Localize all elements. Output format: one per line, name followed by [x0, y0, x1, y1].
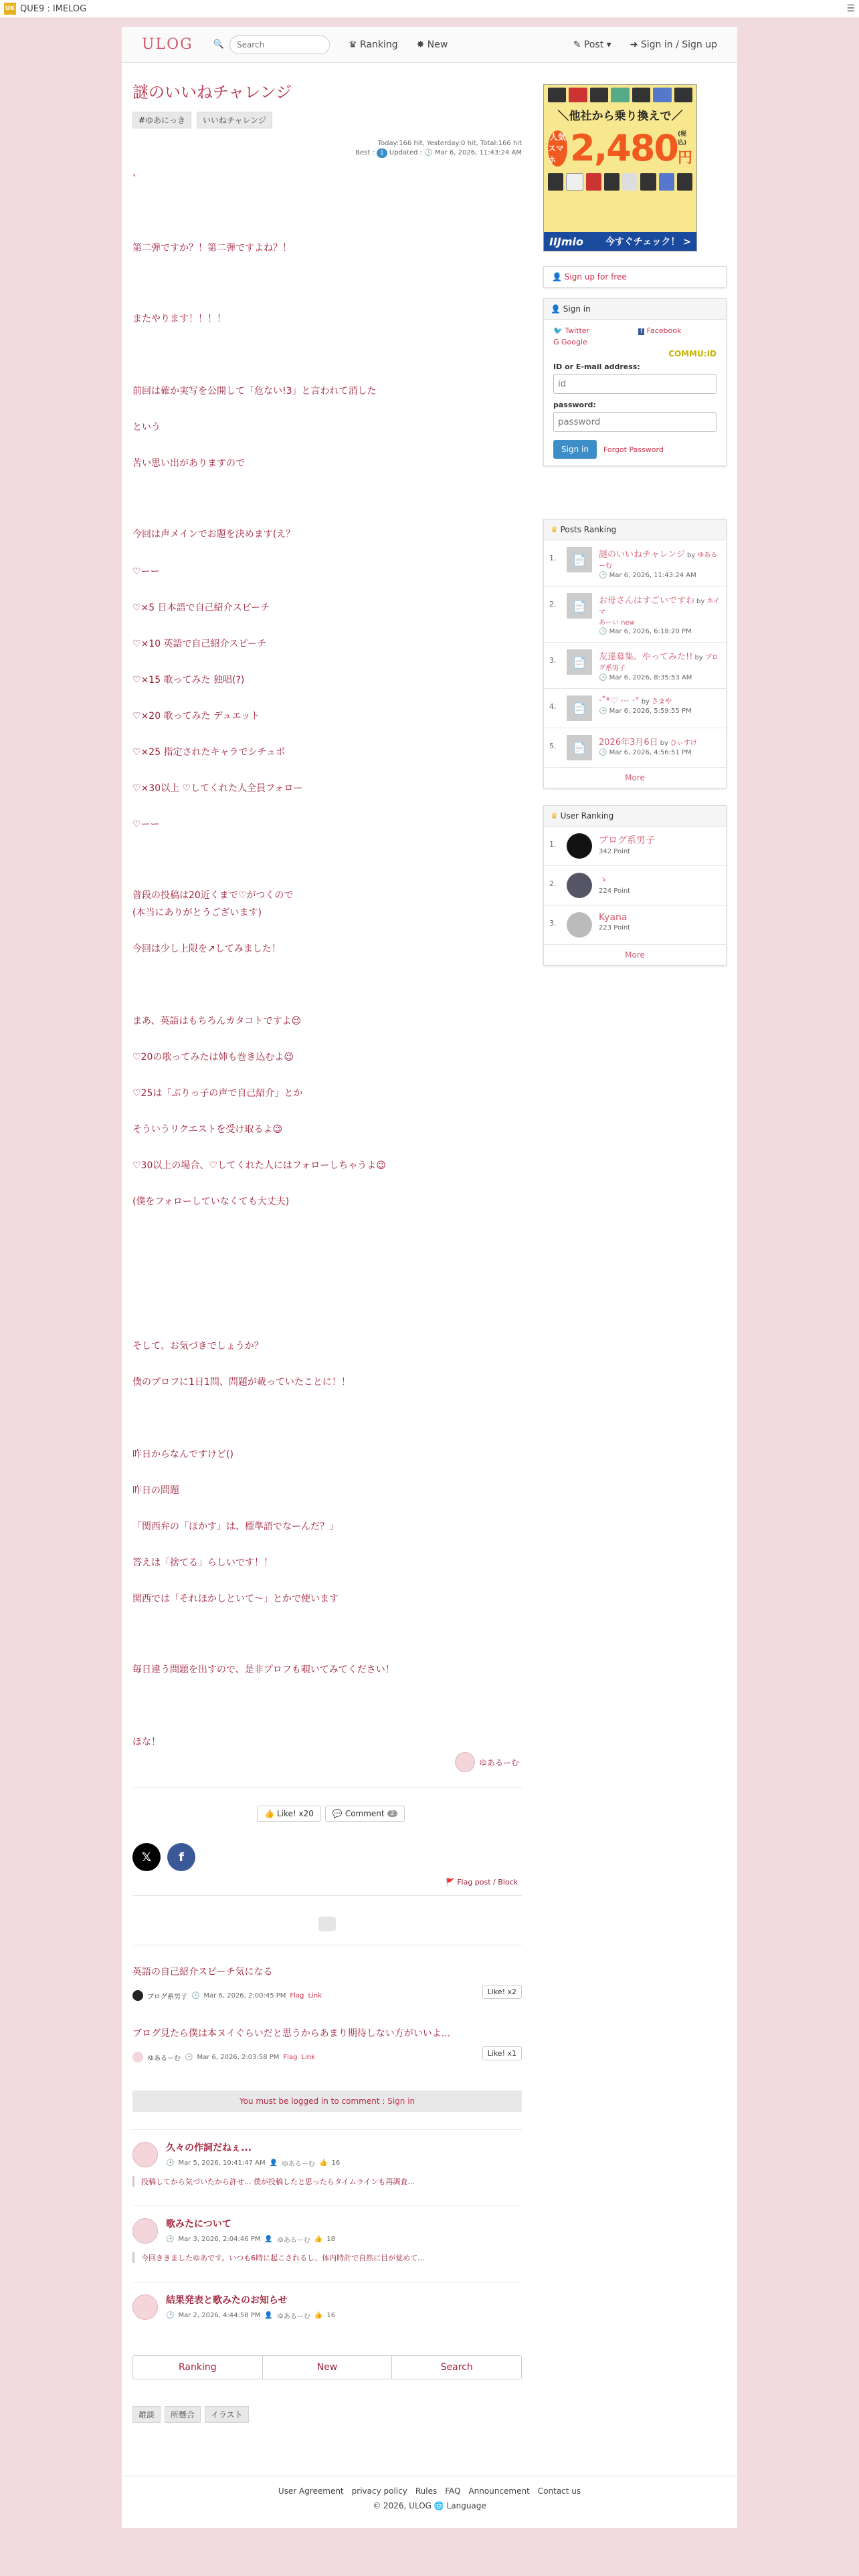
body-paragraph: 毎日違う問題を出すので、是非プロフも覗いてみてください！ [132, 1665, 395, 1675]
password-label: password: [553, 401, 596, 409]
body-paragraph: 今回は声メインでお題を決めます(え？ [132, 529, 296, 540]
footer-link[interactable]: Rules [415, 2486, 438, 2496]
ranking-post-title[interactable]: ·˚*♡﻿ ⋯ ·° [599, 696, 640, 706]
footer-link[interactable]: User Agreement [278, 2486, 344, 2496]
posts-ranking-row[interactable] [544, 689, 726, 728]
star-icon: ✸ [416, 39, 427, 50]
ranking-post-title[interactable]: お母さんはすごいですわ [599, 596, 695, 606]
comment-text: ブログ見たら僕は本ヌイぐらいだと思うからあまり期待しない方がいいよ... [132, 2028, 451, 2039]
nav-ranking[interactable]: ♛ Ranking [348, 39, 398, 50]
user-ranking-row[interactable] [544, 866, 726, 905]
clock-icon: 🕒 [191, 1992, 200, 2000]
related-post[interactable] [132, 2129, 522, 2206]
body-paragraph: 関西では「それほかしといて〜」とかで使います [132, 1594, 339, 1604]
body-paragraph: という [132, 422, 161, 433]
signin-button[interactable]: Sign in [553, 440, 597, 459]
body-paragraph: またやります！！！！ [132, 314, 226, 324]
bottom-tabs [132, 2355, 522, 2379]
body-paragraph: 、 [132, 168, 142, 179]
signin-comment-link[interactable]: Sign in [387, 2097, 415, 2106]
ranking-post-date: 🕒 Mar 6, 2026, 8:35:53 AM [599, 674, 692, 681]
document-icon: 📄 [567, 547, 592, 572]
user-icon: 👤 [269, 2159, 278, 2167]
site-title: QUE9 : IMELOG [20, 3, 87, 14]
body-paragraph: ♡ーー [132, 819, 160, 830]
comment [132, 2026, 522, 2088]
tag-chip[interactable]: いいねチャレンジ [197, 112, 272, 128]
related-post[interactable] [132, 2282, 522, 2339]
category-tags [132, 2406, 249, 2423]
related-user[interactable]: ゆあるーむ [276, 2237, 310, 2244]
ad-price: 2,480 [570, 127, 678, 169]
user-icon: 👤 [264, 2312, 273, 2319]
ad-banner[interactable]: ＼他社から乗り換えで／ 人気 スマホ 2,480 (税込) 円 IIJmio 今すぐチェック！ > [543, 84, 697, 251]
body-paragraph: 僕のプロフに1日1問、問題が載っていたことに！！ [132, 1377, 351, 1388]
related-posts [132, 2129, 522, 2339]
ranking-user-name[interactable]: Kyana [599, 912, 628, 923]
top-navbar [122, 27, 737, 63]
footer-link[interactable]: Announcement [468, 2486, 530, 2496]
avatar [132, 2142, 158, 2167]
body-paragraph: 「関西弁の「ほかす」は、標準語でなーんだ？」 [132, 1521, 339, 1532]
body-paragraph: ♡25は「ぶりっ子の声で自己紹介」とか [132, 1088, 303, 1099]
speech-bubble-icon [318, 1917, 336, 1931]
document-icon: 📄 [567, 695, 592, 721]
related-meta [166, 2311, 522, 2321]
comment-user[interactable]: ブログ系男子 [147, 1993, 187, 2001]
category-tag[interactable]: 雑談 [132, 2406, 161, 2423]
body-paragraph: ♡×25 指定されたキャラでシチュボ [132, 747, 286, 758]
comment-flag[interactable]: Flag [283, 2053, 298, 2061]
comment-link[interactable]: Link [308, 1992, 322, 2000]
avatar [567, 873, 592, 898]
posts-ranking-row[interactable] [544, 586, 726, 643]
posts-ranking-row[interactable] [544, 540, 726, 586]
flag-post-link[interactable]: 🚩 Flag post / Block [446, 1878, 518, 1887]
posts-ranking-row[interactable] [544, 643, 726, 689]
post-body [132, 166, 522, 1757]
commu-id-login[interactable]: COMMU:ID [668, 349, 717, 358]
body-paragraph: そして、お気づきでしょうか？ [132, 1341, 264, 1352]
rank-number: 3. [549, 919, 557, 928]
related-user[interactable]: ゆあるーむ [276, 2313, 310, 2321]
post-actions [257, 1806, 405, 1822]
body-paragraph: 苦い思い出がありますので [132, 458, 245, 469]
clock-icon: 🕒 [166, 2312, 175, 2319]
related-post-title[interactable]: 久々の作詞だねぇ... [166, 2143, 252, 2153]
rank-number: 2. [549, 879, 557, 888]
comment-like-button[interactable]: Like! x1 [482, 2046, 522, 2060]
ranking-post-author[interactable]: ブログ系男子 [599, 654, 719, 672]
related-excerpt: 投稿してから気づいたから許せ... 僕が投稿したと思ったらタイムラインも再調査... [132, 2176, 522, 2187]
x-share-icon[interactable]: 𝕏 [132, 1843, 161, 1871]
related-date: Mar 5, 2026, 10:41:47 AM [178, 2159, 266, 2167]
ad-headline: ＼他社から乗り換えで／ [557, 110, 683, 123]
share-buttons [132, 1843, 195, 1871]
document-icon: 📄 [567, 649, 592, 675]
body-paragraph: ♡20の歌ってみたは姉も巻き込むよ😉 [132, 1052, 294, 1063]
comment-meta [132, 2052, 522, 2062]
user-plus-icon: 👤 [552, 272, 565, 282]
signup-panel [543, 266, 727, 288]
twitter-icon: 🐦 [553, 326, 565, 335]
body-paragraph: ♡×30以上 ♡してくれた人全員フォロー [132, 783, 303, 794]
rank-number: 5. [549, 742, 557, 750]
ranking-post-title[interactable]: 友達募集、やってみた!! [599, 652, 693, 662]
bottom-tab-new[interactable]: New [263, 2356, 393, 2379]
post-title: 謎のいいねチャレンジ [132, 83, 292, 102]
best-badge: 1 [377, 148, 387, 158]
flag-icon: 🚩 [446, 1878, 458, 1887]
comment-flag[interactable]: Flag [290, 1992, 304, 2000]
related-date: Mar 2, 2026, 4:44:58 PM [178, 2312, 261, 2319]
user-ranking-row[interactable] [544, 827, 726, 866]
body-paragraph: ♡×15 歌ってみた 独唱(?) [132, 675, 245, 685]
tag-chip[interactable]: #ゆあにっき [132, 112, 191, 128]
bottom-tab-ranking[interactable]: Ranking [133, 2356, 263, 2379]
comment-user[interactable]: ゆあるーむ [147, 2054, 181, 2062]
related-post-title[interactable]: 結果発表と歌みたのお知らせ [166, 2295, 288, 2306]
ranking-user-points: 342 Point [599, 848, 631, 855]
comment [132, 1965, 522, 2026]
related-excerpt: 今回ききましたゆあです。いつも6時に起こされるし、体内時計で自然に目が覚めて... [132, 2252, 522, 2263]
related-meta [166, 2158, 522, 2168]
body-paragraph: 昨日の問題 [132, 1485, 179, 1496]
body-paragraph: (本当にありがとうございます) [132, 907, 262, 918]
clock-icon: 🕒 [166, 2236, 175, 2243]
body-paragraph: ♡×5 日本語で自己紹介スピーチ [132, 603, 270, 613]
related-user[interactable]: ゆあるーむ [282, 2161, 316, 2168]
clock-icon: 🕒 [185, 2053, 193, 2061]
rank-number: 1. [549, 840, 557, 849]
crown-icon: ♛ [551, 811, 561, 821]
avatar [567, 833, 592, 859]
posts-ranking-row[interactable] [544, 728, 726, 768]
clock-icon: 🕒 [166, 2159, 175, 2167]
body-paragraph: (僕をフォローしていなくても大丈夫) [132, 1196, 290, 1207]
comment-meta [132, 1990, 522, 2001]
footer [122, 2486, 737, 2510]
google-icon: G [553, 338, 562, 346]
new-label: あーい new [599, 619, 635, 627]
body-paragraph: ♡×20 歌ってみた デュエット [132, 711, 260, 722]
document-icon: 📄 [567, 593, 592, 619]
ranking-post-date: 🕒 Mar 6, 2026, 4:56:51 PM [599, 749, 692, 756]
divider [132, 1787, 522, 1788]
rank-number: 3. [549, 656, 557, 665]
body-paragraph: ほな！ [132, 1737, 161, 1747]
rank-number: 2. [549, 600, 557, 609]
facebook-share-icon[interactable]: f [167, 1843, 195, 1871]
clock-icon: 🕒 [599, 628, 609, 635]
id-label: ID or E-mail address: [553, 362, 640, 371]
updated-label: Updated : [387, 149, 425, 156]
footer-link[interactable]: privacy policy [351, 2486, 407, 2496]
body-paragraph: ♡×10 英語で自己紹介スピーチ [132, 639, 266, 649]
signup-link[interactable]: 👤 Sign up for free [552, 272, 627, 282]
by-label: by [694, 654, 703, 661]
body-paragraph: 前回は確か実写を公開して「危ない!3」と言われて消した [132, 386, 377, 397]
signin-panel: 👤 Sign in 🐦 Twitter f Facebook G Google COMMU:ID ID or E-mail address: id password: Sign in Forgot Password [543, 298, 727, 466]
divider [132, 1895, 522, 1896]
ad-footer: IIJmio 今すぐチェック！ > [544, 232, 696, 251]
comment-count: 2 [387, 1810, 398, 1817]
clock-icon: 🕒 [599, 749, 609, 756]
avatar [132, 1990, 143, 2001]
facebook-login[interactable]: f Facebook [638, 326, 717, 335]
facebook-icon: f [638, 328, 644, 335]
brand-logo[interactable]: ULOG [142, 36, 193, 53]
twitter-login[interactable]: 🐦 Twitter [553, 326, 590, 335]
comment-list [132, 1965, 522, 2088]
post-dropdown[interactable]: ✎ Post ▾ [573, 39, 611, 50]
user-icon: 👤 [264, 2236, 273, 2243]
body-paragraph: ♡30以上の場合、♡してくれた人にはフォローしちゃうよ😉 [132, 1160, 386, 1171]
thumbs-up-icon: 👍 [314, 2236, 323, 2243]
ranking-user-name[interactable]: ブログ系男子 [599, 835, 655, 846]
related-like-count: 16 [331, 2159, 341, 2167]
thumbs-up-icon: 👍 [264, 1809, 274, 1818]
ranking-post-author[interactable]: ネイマ [599, 598, 721, 616]
related-like-count: 16 [326, 2312, 336, 2319]
by-label: by [641, 698, 650, 706]
menu-icon[interactable]: ☰ [846, 3, 855, 14]
category-tag[interactable]: イラスト [205, 2406, 249, 2423]
clock-icon: 🕒 [599, 572, 609, 579]
user-icon: 👤 [551, 304, 563, 314]
post-stats [132, 139, 522, 158]
ranking-post-title[interactable]: 謎のいいねチャレンジ [599, 550, 685, 560]
best-label: Best : [355, 149, 375, 156]
comment-date: Mar 6, 2026, 2:00:45 PM [203, 1992, 286, 2000]
ad-badge: 人気 スマホ [548, 130, 567, 167]
tag-list [132, 112, 522, 128]
clock-icon: 🕒 [599, 708, 609, 715]
bottom-tab-search[interactable]: Search [440, 2362, 473, 2373]
search [213, 35, 330, 54]
password-input[interactable] [553, 412, 717, 432]
body-paragraph: そういうリクエストを受け取るよ😉 [132, 1124, 283, 1135]
login-notice: You must be logged in to comment : Sign in [132, 2090, 522, 2112]
footer-link[interactable]: FAQ [445, 2486, 461, 2496]
related-like-count: 18 [326, 2236, 336, 2243]
google-login[interactable]: G Google [553, 338, 587, 346]
pencil-icon: ✎ [573, 39, 584, 50]
avatar [455, 1752, 475, 1772]
browser-bar [0, 0, 859, 17]
signin-icon: ➜ [630, 39, 641, 50]
post-author[interactable]: ゆあるーむ [455, 1752, 519, 1772]
avatar [132, 2294, 158, 2320]
comment-like-button[interactable]: Like! x2 [482, 1985, 522, 1999]
search-input[interactable] [229, 35, 330, 54]
user-ranking-row[interactable] [544, 905, 726, 945]
copyright: © 2026, [373, 2501, 409, 2510]
signin-link[interactable]: ➜ Sign in / Sign up [630, 39, 717, 50]
posts-ranking-more[interactable]: More [625, 773, 645, 782]
by-label: by [696, 598, 705, 605]
body-paragraph: 普段の投稿は20近くまで♡がつくので [132, 890, 294, 901]
ranking-post-author[interactable]: ゆあるーむ [599, 552, 718, 570]
globe-icon: 🌐 [434, 2501, 447, 2510]
comment-date: Mar 6, 2026, 2:03:58 PM [197, 2053, 280, 2061]
updated-date: Mar 6, 2026, 11:43:24 AM [434, 149, 522, 156]
footer-link[interactable]: Contact us [537, 2486, 581, 2496]
avatar [132, 2052, 143, 2062]
ranking-post-author[interactable]: さまや [651, 698, 672, 706]
app-logo: UK [4, 3, 16, 15]
category-tag[interactable]: 所懸合 [165, 2406, 201, 2423]
related-meta [166, 2234, 522, 2244]
crown-icon: ♛ [551, 525, 561, 534]
related-date: Mar 3, 2026, 2:04:46 PM [178, 2236, 261, 2243]
id-input[interactable] [553, 374, 717, 394]
clock-icon: 🕒 [599, 674, 609, 681]
body-paragraph: まあ、英語はもちろんカタコトですよ😉 [132, 1016, 302, 1027]
rank-number: 1. [549, 554, 557, 562]
footer-brand-link[interactable]: ULOG [409, 2501, 432, 2510]
ranking-user-points: 223 Point [599, 924, 631, 932]
clock-icon: 🕒 [424, 149, 435, 156]
user-ranking-more[interactable]: More [625, 950, 645, 960]
language-selector[interactable]: 🌐 Language [434, 2501, 486, 2510]
search-icon: 🔍 [213, 39, 224, 49]
thumbs-up-icon: 👍 [314, 2312, 323, 2319]
comment-text: 英語の自己紹介スピーチ気になる [132, 1967, 273, 1977]
body-paragraph: 答えは「捨てる」らしいです！！ [132, 1558, 273, 1568]
nav-new[interactable]: ✸ New [416, 39, 448, 50]
comment-icon: 💬 [332, 1809, 343, 1818]
ranking-post-date: 🕒 Mar 6, 2026, 5:59:55 PM [599, 708, 692, 715]
posts-ranking-panel: ♛ Posts Ranking 1. 📄 謎のいいねチャレンジ by ゆあるーむ 🕒 Mar 6, 2026, 11:43:24 AM 2. 📄 お母さんはすごいですわ by ネイマ あーい new 🕒 Mar 6, 2026, 6:18:20 PM 3. 📄 友達募集、やってみた!! by ブログ系男子 🕒 Mar 6, 2026, 8:35:53 AM 4. 📄 ·˚*♡﻿ ⋯ ·° by さまや 🕒 Mar 6, 2026, 5:59:55 PM 5. 📄 2026年3月6日 by ひぃすけ 🕒 Mar 6, 2026, 4:56:51 PM More [543, 519, 727, 788]
ranking-post-date: 🕒 Mar 6, 2026, 11:43:24 AM [599, 572, 696, 579]
phone-strip-2 [544, 169, 696, 195]
user-ranking-panel: ♛ User Ranking 1. ブログ系男子 342 Point 2. ゝ 224 Point 3. Kyana 223 Point More [543, 805, 727, 966]
related-post-title[interactable]: 歌みたについて [166, 2219, 231, 2230]
body-paragraph: 今回は少し上限を↗してみました！ [132, 944, 281, 954]
forgot-password-link[interactable]: Forgot Password [603, 445, 664, 454]
main-column [132, 79, 522, 1757]
thumbs-up-icon: 👍 [319, 2159, 328, 2167]
ranking-post-title[interactable]: 2026年3月6日 [599, 738, 658, 748]
by-label: by [660, 740, 668, 747]
crown-icon: ♛ [348, 39, 360, 50]
body-paragraph: ♡ーー [132, 566, 160, 577]
ranking-post-author[interactable]: ひぃすけ [670, 740, 697, 747]
like-button[interactable]: 👍 Like! x20 [257, 1806, 321, 1822]
document-icon: 📄 [567, 735, 592, 760]
hit-counts: Today:166 hit, Yesterday:0 hit, Total:166 hit [377, 140, 522, 147]
ranking-user-points: 224 Point [599, 887, 631, 895]
body-paragraph: 第二弾ですか？！第二弾ですよね？！ [132, 243, 292, 253]
by-label: by [686, 552, 696, 559]
phone-strip [544, 85, 696, 105]
avatar [567, 912, 592, 938]
ranking-post-date: 🕒 Mar 6, 2026, 6:18:20 PM [599, 628, 692, 635]
avatar [132, 2218, 158, 2244]
comment-button[interactable]: 💬 Comment 2 [325, 1806, 405, 1822]
related-post[interactable] [132, 2206, 522, 2282]
comment-link[interactable]: Link [301, 2053, 315, 2061]
body-paragraph: 昨日からなんですけど() [132, 1449, 233, 1460]
rank-number: 4. [549, 702, 557, 711]
ranking-user-name[interactable]: ゝ [599, 875, 608, 885]
